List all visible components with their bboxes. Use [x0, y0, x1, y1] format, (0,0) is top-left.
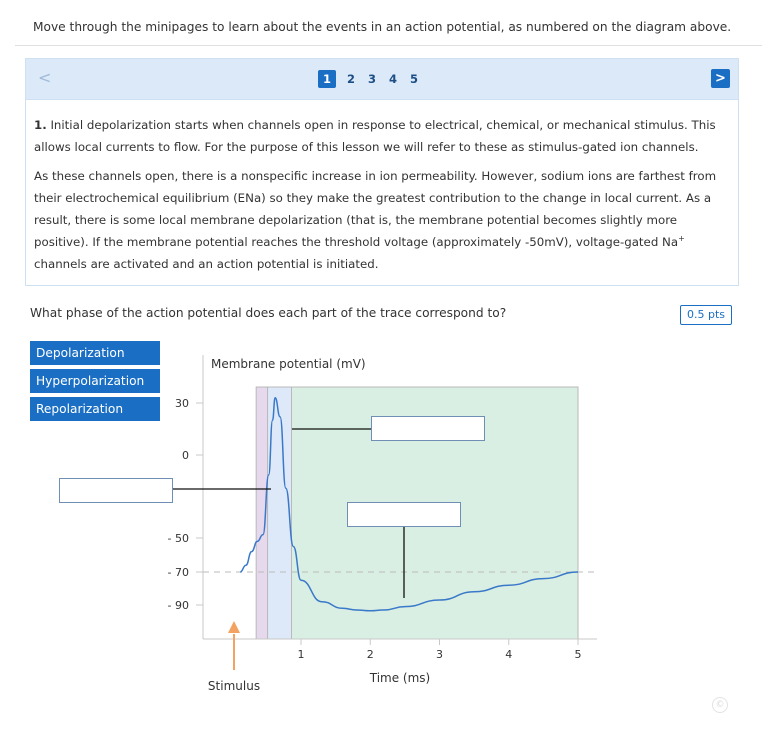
drop-target-peak[interactable] [371, 416, 485, 441]
page-2-button[interactable]: 2 [346, 72, 355, 86]
y-tick-label: - 70 [167, 566, 189, 579]
page-1-button[interactable]: 1 [318, 70, 336, 88]
points-badge: 0.5 pts [680, 305, 732, 325]
copyright-icon: © [712, 697, 728, 713]
rising-falling-phase-band [268, 387, 292, 639]
stimulus-arrow-head [228, 621, 240, 633]
minipage-pager [25, 58, 739, 100]
paragraph-1 [34, 114, 730, 158]
paragraph-2-text: As these channels open, there is a nonspecific increase in ion permeability. However, sodium ions are farthest from their electrochemical equilibrium (ENa) so they make the greatest contribution to the change in local current. As a result, there is some local membrane depolarization (that is, the membrane potential becomes slightly more positive). If the membrane potential reaches the threshold voltage (approximately -50mV), voltage-gated Na [34, 169, 717, 249]
y-tick-label: - 50 [167, 532, 189, 545]
y-tick-label: 0 [182, 449, 189, 462]
y-tick-label: 30 [175, 397, 189, 410]
minipage-content [25, 100, 739, 286]
drop-target-depolarization[interactable] [59, 478, 173, 503]
paragraph-2 [34, 165, 730, 275]
page-5-button[interactable]: 5 [409, 72, 418, 86]
next-page-button[interactable]: > [711, 69, 730, 88]
paragraph-2-end: channels are activated and an action potential is initiated. [34, 257, 379, 271]
stimulus-label: Stimulus [207, 679, 261, 693]
x-tick-label: 5 [574, 648, 582, 661]
x-tick-label: 3 [436, 648, 443, 661]
paragraph-1-text: Initial depolarization starts when channels open in response to electrical, chemical, or mechanical stimulus. This allows local currents to flow. For the purpose of this lesson we will refer to these as stimulus-gated ion channels. [34, 118, 716, 154]
page-3-button[interactable]: 3 [367, 72, 376, 86]
x-axis-label: Time (ms) [369, 671, 431, 685]
x-tick-label: 1 [297, 648, 305, 661]
y-tick-label: - 90 [167, 599, 189, 612]
superscript-plus: + [678, 234, 685, 244]
previous-page-button[interactable]: < [38, 68, 52, 87]
divider [15, 45, 762, 46]
drop-target-hyperpolarization[interactable] [347, 502, 461, 527]
page-4-button[interactable]: 4 [388, 72, 397, 86]
question-text: What phase of the action potential does each part of the trace correspond to? [30, 306, 507, 320]
stimulus-phase-band [256, 387, 267, 639]
chart-title: Membrane potential (mV) [211, 357, 366, 371]
step-number: 1. [34, 118, 47, 132]
option-repolarization[interactable]: Repolarization [30, 397, 160, 421]
intro-text: Move through the minipages to learn about the events in an action potential, as numbered on the diagram above. [33, 20, 732, 34]
x-tick-label: 4 [505, 648, 513, 661]
x-tick-label: 2 [366, 648, 374, 661]
option-hyperpolarization[interactable]: Hyperpolarization [30, 369, 160, 393]
page-numbers [318, 70, 420, 88]
option-depolarization[interactable]: Depolarization [30, 341, 160, 365]
